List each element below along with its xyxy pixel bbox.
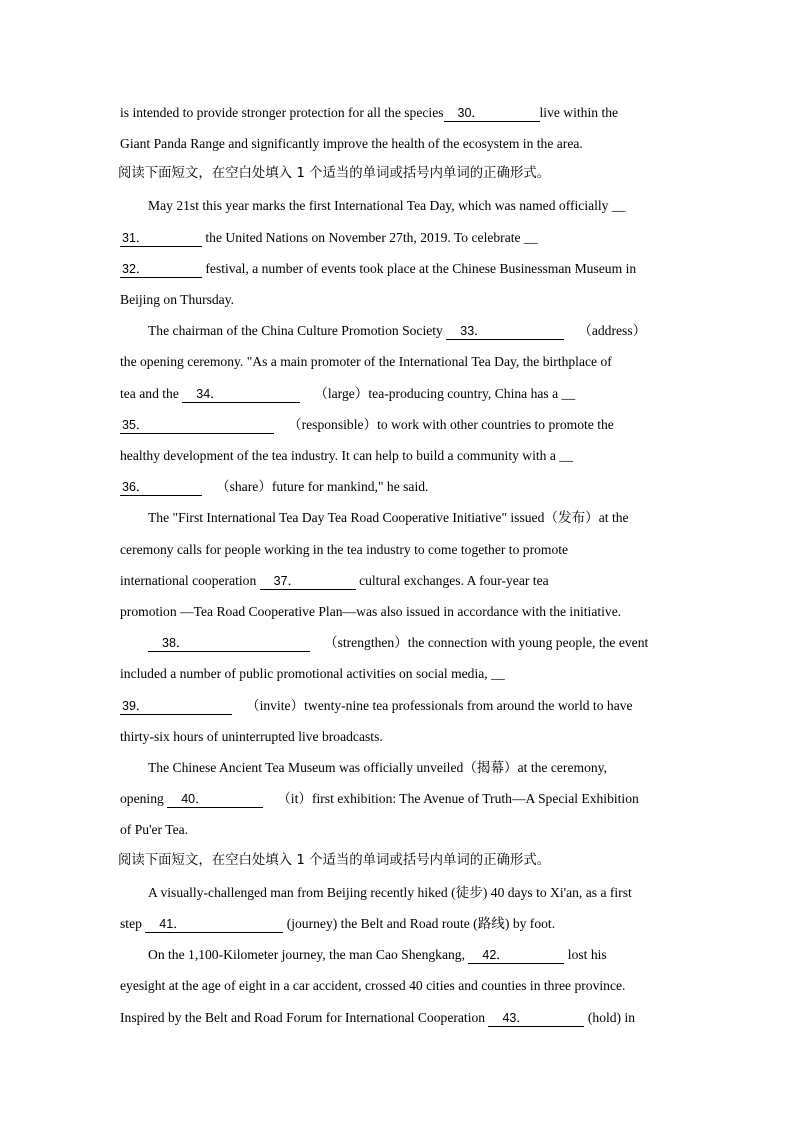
text-line: thirty-six hours of uninterrupted live broadcasts. (120, 729, 383, 744)
section-instruction: 阅读下面短文，在空白处填入 1 个适当的单词或括号内单词的正确形式。 (118, 166, 551, 181)
text-line (120, 471, 694, 502)
answer-blank-32[interactable] (120, 261, 202, 278)
blank-number: 39． (122, 699, 149, 713)
text-line: Beijing on Thursday. (120, 292, 235, 307)
text-line (120, 565, 694, 596)
text-line: the opening ceremony. "As a main promoter of the International Tea Day, the birthplace of (120, 354, 612, 369)
text-line (120, 378, 694, 409)
text-segment: cultural exchanges. A four-year tea (355, 573, 549, 588)
answer-blank-43[interactable] (488, 1010, 584, 1027)
blank-number: 32． (122, 262, 149, 276)
text-segment: The chairman of the China Culture Promotion Society (148, 323, 447, 338)
blank-number: 36． (122, 480, 149, 494)
text-segment: （large）tea-producing country, China has a __ (314, 386, 576, 401)
text-segment: Inspired by the Belt and Road Forum for International Cooperation (120, 1010, 489, 1025)
text-line (148, 939, 694, 970)
answer-blank-38[interactable] (148, 635, 310, 652)
text-line: healthy development of the tea industry. It can help to build a community with a __ (120, 448, 573, 463)
section-instruction: 阅读下面短文，在空白处填入 1 个适当的单词或括号内单词的正确形式。 (118, 853, 551, 868)
answer-blank-35[interactable] (120, 417, 274, 434)
answer-blank-42[interactable] (468, 947, 564, 964)
answer-blank-30[interactable] (444, 105, 540, 122)
text-segment: festival, a number of events took place at the Chinese Businessman Museum in (202, 261, 637, 276)
text-segment: is intended to provide stronger protection for all the species (120, 105, 444, 120)
answer-blank-34[interactable] (182, 386, 300, 403)
text-segment: tea and the (120, 386, 183, 401)
text-line: of Pu'er Tea. (120, 822, 189, 837)
blank-number: 41． (159, 917, 186, 931)
text-segment: （invite）twenty-nine tea professionals from around the world to have (246, 698, 633, 713)
blank-number: 35． (122, 418, 149, 432)
text-segment: On the 1,100-Kilometer journey, the man Cao Shengkang, (148, 947, 469, 962)
answer-blank-33[interactable] (446, 323, 564, 340)
text-segment: step (120, 916, 146, 931)
text-segment: (hold) in (584, 1010, 636, 1025)
answer-blank-37[interactable] (260, 573, 356, 590)
blank-number: 43． (502, 1011, 529, 1025)
answer-blank-36[interactable] (120, 479, 202, 496)
blank-number: 34． (196, 387, 223, 401)
text-line: The "First International Tea Day Tea Road Cooperative Initiative" issued（发布）at the (148, 510, 629, 525)
text-segment: (journey) the Belt and Road route (路线) by foot. (283, 916, 556, 931)
text-line: A visually-challenged man from Beijing recently hiked (徒步) 40 days to Xi'an, as a first (148, 885, 632, 900)
text-segment: （address） (578, 323, 647, 338)
text-line: Giant Panda Range and significantly improve the health of the ecosystem in the area. (120, 136, 583, 151)
text-line: included a number of public promotional activities on social media, __ (120, 666, 505, 681)
text-segment: lost his (564, 947, 607, 962)
blank-number: 30． (457, 106, 484, 120)
answer-blank-39[interactable] (120, 698, 232, 715)
blank-number: 37． (273, 574, 301, 588)
text-line (120, 690, 694, 721)
blank-number: 31． (122, 231, 149, 245)
answer-blank-41[interactable] (145, 916, 283, 933)
blank-number: 33． (460, 324, 487, 338)
text-line (148, 315, 694, 346)
text-line: promotion —Tea Road Cooperative Plan—was also issued in accordance with the initiative. (120, 604, 622, 619)
text-segment: opening (120, 791, 168, 806)
text-line (120, 409, 694, 440)
text-segment: live within the (539, 105, 619, 120)
blank-number: 40． (181, 792, 208, 806)
blank-number: 42． (482, 948, 509, 962)
answer-blank-31[interactable] (120, 230, 202, 247)
text-segment: （strengthen）the connection with young people, the event (324, 635, 649, 650)
text-line (120, 1002, 694, 1033)
text-line: The Chinese Ancient Tea Museum was officially unveiled（揭幕）at the ceremony, (148, 760, 607, 775)
text-line (120, 222, 694, 253)
text-segment: （it）first exhibition: The Avenue of Truth—A Special Exhibition (277, 791, 639, 806)
text-line (120, 783, 694, 814)
text-segment: （share）future for mankind," he said. (216, 479, 429, 494)
text-line: eyesight at the age of eight in a car accident, crossed 40 cities and counties in three province. (120, 978, 626, 993)
text-line (120, 253, 694, 284)
text-line: May 21st this year marks the first International Tea Day, which was named officially __ (148, 198, 626, 213)
blank-number: 38． (162, 636, 189, 650)
text-line (120, 908, 694, 939)
text-segment: international cooperation (120, 573, 260, 588)
text-segment: the United Nations on November 27th, 2019. To celebrate __ (202, 230, 538, 245)
text-line (148, 627, 694, 658)
text-line (120, 97, 694, 128)
text-line: ceremony calls for people working in the tea industry to come together to promote (120, 542, 569, 557)
answer-blank-40[interactable] (167, 791, 263, 808)
text-segment: （responsible）to work with other countries to promote the (288, 417, 614, 432)
